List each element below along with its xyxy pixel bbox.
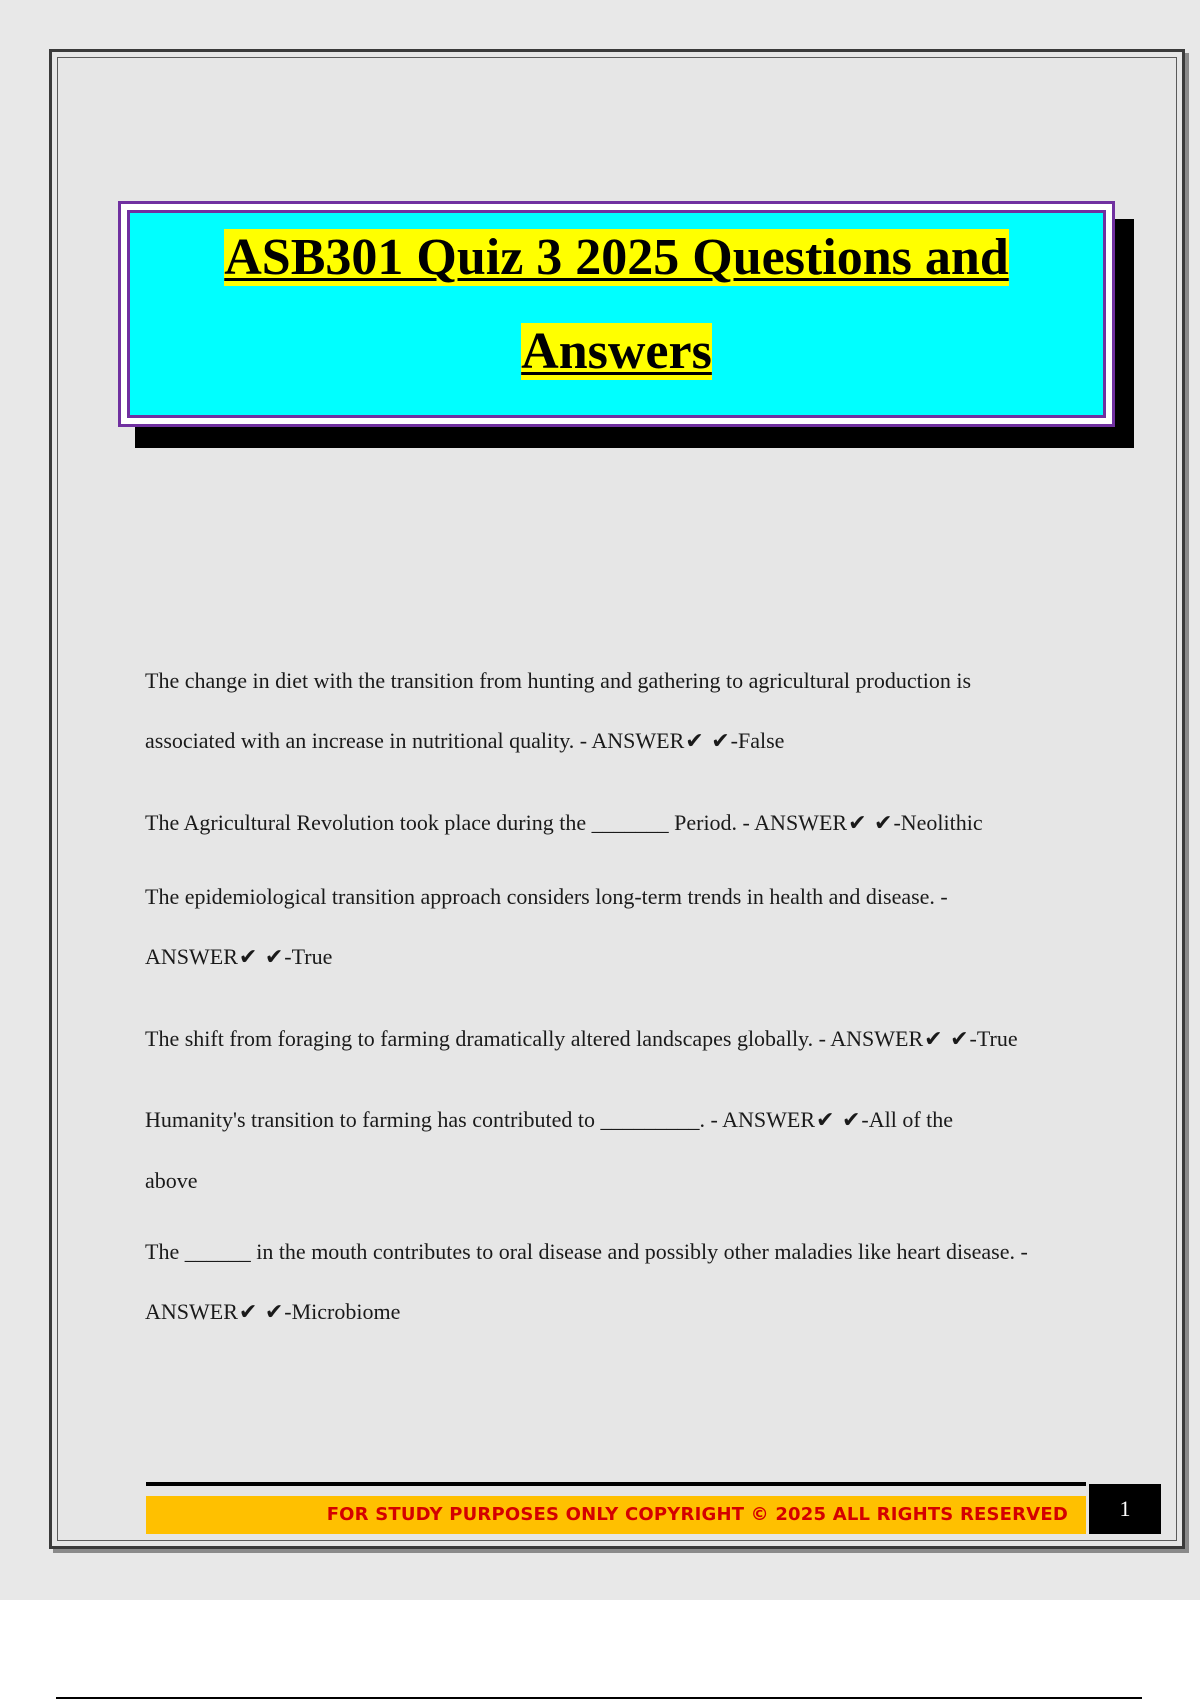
question-line xyxy=(145,927,1095,988)
qa-item-5 xyxy=(145,1090,1095,1211)
question-line: The change in diet with the transition from hunting and gathering to agricultural production is xyxy=(145,668,972,693)
page-number: 1 xyxy=(1089,1484,1161,1534)
question-text: ANSWER xyxy=(145,1299,238,1324)
answer-text: -Microbiome xyxy=(284,1299,401,1324)
qa-item-3 xyxy=(145,867,1095,988)
check-mark-icon: ✔ xyxy=(950,1027,969,1052)
answer-text: -Neolithic xyxy=(893,810,983,835)
footer-bar xyxy=(146,1496,1086,1534)
check-mark-icon: ✔ xyxy=(264,1300,284,1325)
title-line-2 xyxy=(130,322,1103,382)
answer-text: -All of the xyxy=(861,1107,954,1132)
question-line: The epidemiological transition approach considers long-term trends in health and disease. - xyxy=(145,884,948,909)
qa-item-4 xyxy=(145,1009,1095,1070)
check-mark-icon: ✔ xyxy=(816,1108,835,1133)
qa-item-6 xyxy=(145,1222,1095,1343)
question-text: Humanity's transition to farming has contributed to _________. - ANSWER xyxy=(145,1107,816,1132)
check-mark-icon: ✔ xyxy=(874,811,893,836)
question-line xyxy=(145,1009,1095,1070)
check-mark-icon: ✔ xyxy=(238,1300,258,1325)
check-mark-icon: ✔ xyxy=(924,1027,943,1052)
answer-text: -False xyxy=(730,728,785,753)
question-text: The Agricultural Revolution took place during the _______ Period. - ANSWER xyxy=(145,810,848,835)
answer-continuation: above xyxy=(145,1168,198,1193)
question-text: ANSWER xyxy=(145,944,238,969)
qa-item-1 xyxy=(145,651,1095,772)
copyright-notice: FOR STUDY PURPOSES ONLY COPYRIGHT © 2025 ALL RIGHTS RESERVED xyxy=(326,1504,1068,1525)
title-line-1 xyxy=(130,228,1103,288)
answer-text: -True xyxy=(284,944,333,969)
check-mark-icon: ✔ xyxy=(848,811,867,836)
check-mark-icon: ✔ xyxy=(264,945,284,970)
qa-item-2 xyxy=(145,793,1095,854)
title-box xyxy=(118,201,1115,427)
title-text-1: ASB301 Quiz 3 2025 Questions and xyxy=(224,229,1009,286)
question-line: The ______ in the mouth contributes to oral disease and possibly other maladies like heart disease. - xyxy=(145,1239,1028,1264)
title-box-inner xyxy=(127,210,1106,418)
answer-text: -True xyxy=(969,1026,1018,1051)
next-page-rule xyxy=(56,1697,1142,1699)
question-line xyxy=(145,1282,1095,1343)
question-line xyxy=(145,711,1095,772)
check-mark-icon: ✔ xyxy=(841,1108,861,1133)
question-line xyxy=(145,793,1095,854)
footer-rule xyxy=(146,1482,1086,1486)
check-mark-icon: ✔ xyxy=(238,945,258,970)
title-text-2: Answers xyxy=(521,323,712,380)
check-mark-icon: ✔ xyxy=(711,729,730,754)
question-text: The shift from foraging to farming dramatically altered landscapes globally. - ANSWER xyxy=(145,1026,924,1051)
check-mark-icon: ✔ xyxy=(685,729,704,754)
question-line xyxy=(145,1090,1095,1151)
question-text: associated with an increase in nutritional quality. - ANSWER xyxy=(145,728,685,753)
